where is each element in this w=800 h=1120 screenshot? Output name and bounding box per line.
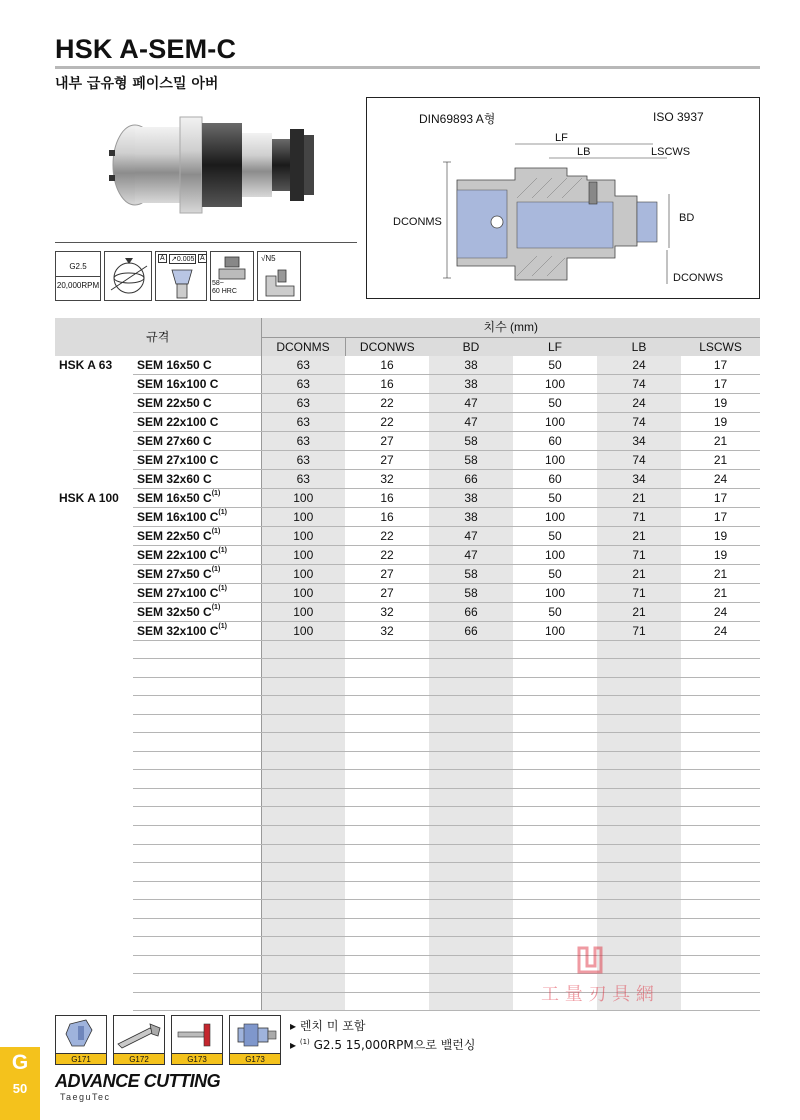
cell-lscws: 21 <box>681 450 760 469</box>
cell-lb: 21 <box>597 602 681 621</box>
title-divider <box>55 66 760 69</box>
empty-row <box>55 677 760 696</box>
row-model: SEM 22x100 C <box>133 412 261 431</box>
cell-dconms: 63 <box>261 412 345 431</box>
row-model: SEM 22x50 C <box>133 393 261 412</box>
empty-row <box>55 863 760 882</box>
cell-lb: 71 <box>597 507 681 526</box>
row-model: SEM 27x50 $C^{(1)}$ <box>133 564 261 583</box>
row-model: SEM 16x100 C <box>133 374 261 393</box>
table-row <box>55 450 760 469</box>
cell-dconws: 16 <box>345 356 429 375</box>
cell-dconws: 32 <box>345 602 429 621</box>
cell-lf: 60 <box>513 431 597 450</box>
row-group <box>55 374 133 393</box>
cell-lscws: 19 <box>681 393 760 412</box>
row-model: SEM 27x60 C <box>133 431 261 450</box>
cell-lscws: 19 <box>681 526 760 545</box>
empty-row <box>55 900 760 919</box>
accessories-row <box>55 1015 281 1065</box>
notes <box>290 1018 475 1053</box>
cell-dconms: 100 <box>261 564 345 583</box>
row-group <box>55 545 133 564</box>
row-model: SEM 27x100 $C^{(1)}$ <box>133 583 261 602</box>
section-tab <box>0 1047 40 1120</box>
col-lscws: LSCWS <box>681 337 760 356</box>
cell-lf: 50 <box>513 564 597 583</box>
cell-bd: 66 <box>429 469 513 488</box>
empty-row <box>55 733 760 752</box>
t-wrench-icon[interactable]: G173 <box>171 1015 223 1065</box>
empty-row <box>55 881 760 900</box>
cell-dconms: 100 <box>261 526 345 545</box>
cell-dconms: 63 <box>261 356 345 375</box>
row-group <box>55 450 133 469</box>
row-model: SEM 27x100 C <box>133 450 261 469</box>
cell-lb: 34 <box>597 469 681 488</box>
cell-dconws: 32 <box>345 469 429 488</box>
cell-lscws: 24 <box>681 469 760 488</box>
note-balance: ▸ $^{(1)}$ G2.5 15,000RPM으로 밸런싱 <box>290 1038 476 1052</box>
clamp-icon[interactable]: G171 <box>55 1015 107 1065</box>
row-group <box>55 469 133 488</box>
row-model: SEM 16x100 $C^{(1)}$ <box>133 507 261 526</box>
watermark-logo <box>535 940 685 1020</box>
photo-divider <box>55 242 357 243</box>
section-letter: G <box>11 1051 29 1074</box>
cell-lb: 74 <box>597 450 681 469</box>
cell-bd: 58 <box>429 450 513 469</box>
cell-lf: 50 <box>513 488 597 507</box>
cell-lf: 100 <box>513 583 597 602</box>
row-group <box>55 526 133 545</box>
row-group <box>55 507 133 526</box>
product-photo <box>95 105 325 225</box>
empty-row <box>55 788 760 807</box>
max-rpm: 20,000RPM <box>56 281 100 290</box>
header-dims: 치수 (mm) <box>261 318 760 337</box>
cell-lf: 50 <box>513 393 597 412</box>
cell-dconms: 100 <box>261 602 345 621</box>
table-row <box>55 621 760 640</box>
cell-lf: 100 <box>513 507 597 526</box>
cell-lscws: 24 <box>681 621 760 640</box>
dim-dconws: DCONWS <box>673 272 724 284</box>
balance-icon <box>104 251 152 301</box>
row-group <box>55 412 133 431</box>
cell-dconws: 27 <box>345 583 429 602</box>
page-subtitle: 내부 급유형 페이스밀 아버 <box>55 76 219 92</box>
cell-lf: 100 <box>513 450 597 469</box>
cell-dconws: 22 <box>345 545 429 564</box>
cell-lscws: 21 <box>681 431 760 450</box>
cell-bd: 66 <box>429 621 513 640</box>
cell-dconws: 27 <box>345 564 429 583</box>
surface-finish-icon: √N5 <box>257 251 301 301</box>
runout-icon: A ↗0.005 A <box>155 251 207 301</box>
cell-bd: 47 <box>429 545 513 564</box>
empty-row <box>55 659 760 678</box>
cell-dconms: 100 <box>261 507 345 526</box>
cell-dconms: 100 <box>261 583 345 602</box>
cell-bd: 58 <box>429 431 513 450</box>
cell-lf: 100 <box>513 412 597 431</box>
cell-bd: 58 <box>429 564 513 583</box>
cell-lscws: 17 <box>681 374 760 393</box>
cell-bd: 47 <box>429 412 513 431</box>
cell-dconws: 16 <box>345 507 429 526</box>
dimension-table <box>55 318 760 1011</box>
row-model: SEM 16x50 $C^{(1)}$ <box>133 488 261 507</box>
page-title: HSK A-SEM-C <box>55 34 237 64</box>
col-bd: BD <box>429 337 513 356</box>
col-dconws: DCONWS <box>345 337 429 356</box>
dim-dconms: DCONMS <box>393 216 442 228</box>
cell-lscws: 19 <box>681 412 760 431</box>
empty-row <box>55 918 760 937</box>
row-model: SEM 32x50 $C^{(1)}$ <box>133 602 261 621</box>
row-model: SEM 22x100 $C^{(1)}$ <box>133 545 261 564</box>
cell-dconws: 27 <box>345 431 429 450</box>
empty-row <box>55 807 760 826</box>
header-spec: 규격 <box>55 318 261 356</box>
col-dconms: DCONMS <box>261 337 345 356</box>
cell-lb: 74 <box>597 412 681 431</box>
cell-dconws: 16 <box>345 488 429 507</box>
row-model: SEM 16x50 C <box>133 356 261 375</box>
table-row <box>55 545 760 564</box>
table-row <box>55 431 760 450</box>
cell-lscws: 21 <box>681 564 760 583</box>
cell-lf: 60 <box>513 469 597 488</box>
cell-lscws: 21 <box>681 583 760 602</box>
cell-lb: 21 <box>597 564 681 583</box>
row-group: HSK A 63 <box>59 357 113 372</box>
technical-drawing <box>366 97 760 299</box>
row-group <box>55 431 133 450</box>
cell-bd: 38 <box>429 507 513 526</box>
cell-bd: 47 <box>429 393 513 412</box>
table-row <box>55 488 760 507</box>
table-row <box>55 564 760 583</box>
note-wrench: ▸ 렌치 미 포함 <box>290 1019 366 1033</box>
cell-lf: 100 <box>513 545 597 564</box>
balance-grade: G2.5 <box>69 262 87 271</box>
cell-bd: 58 <box>429 583 513 602</box>
row-group <box>55 393 133 412</box>
drawing-standard: DIN69893 A형 <box>419 112 496 126</box>
table-row <box>55 507 760 526</box>
empty-row <box>55 844 760 863</box>
dim-lf: LF <box>555 132 568 144</box>
row-group <box>55 564 133 583</box>
row-group <box>55 621 133 640</box>
cell-bd: 38 <box>429 488 513 507</box>
cell-bd: 47 <box>429 526 513 545</box>
table-row <box>55 526 760 545</box>
brand-sub: TaeguTec <box>60 1092 111 1102</box>
cell-dconws: 16 <box>345 374 429 393</box>
cell-lscws: 19 <box>681 545 760 564</box>
spec-icons-row <box>55 251 301 301</box>
cell-lscws: 17 <box>681 507 760 526</box>
table-row <box>55 602 760 621</box>
balance-spec-box <box>55 251 101 301</box>
table-row <box>55 412 760 431</box>
row-model: SEM 32x60 C <box>133 469 261 488</box>
cell-lf: 100 <box>513 621 597 640</box>
dim-lb: LB <box>577 146 591 158</box>
cell-dconms: 100 <box>261 488 345 507</box>
cell-lb: 21 <box>597 526 681 545</box>
cell-dconws: 22 <box>345 393 429 412</box>
screw-icon[interactable]: G173 <box>229 1015 281 1065</box>
cell-dconws: 22 <box>345 526 429 545</box>
dim-lscws: LSCWS <box>651 146 691 158</box>
row-group <box>55 602 133 621</box>
hardness-icon: 58~ 60 HRC <box>210 251 254 301</box>
cell-bd: 38 <box>429 374 513 393</box>
row-group: HSK A 100 <box>59 490 119 505</box>
empty-row <box>55 826 760 845</box>
svg-text:工 量 刃 具 網: 工 量 刃 具 網 <box>541 984 654 1005</box>
cell-lb: 71 <box>597 583 681 602</box>
cell-lb: 21 <box>597 488 681 507</box>
cell-dconms: 100 <box>261 545 345 564</box>
cell-lscws: 17 <box>681 488 760 507</box>
row-model: SEM 22x50 $C^{(1)}$ <box>133 526 261 545</box>
cell-lb: 71 <box>597 621 681 640</box>
table-row <box>55 356 760 375</box>
cell-dconms: 63 <box>261 393 345 412</box>
empty-row <box>55 640 760 659</box>
row-group <box>55 583 133 602</box>
cell-dconms: 63 <box>261 450 345 469</box>
cell-bd: 38 <box>429 356 513 375</box>
cell-dconms: 100 <box>261 621 345 640</box>
cell-lf: 50 <box>513 356 597 375</box>
cell-lb: 24 <box>597 393 681 412</box>
cell-lscws: 17 <box>681 356 760 375</box>
drawing-lines <box>367 98 761 300</box>
table-row <box>55 469 760 488</box>
drawing-iso: ISO 3937 <box>653 110 704 124</box>
page-number: 50 <box>12 1081 28 1096</box>
row-model: SEM 32x100 $C^{(1)}$ <box>133 621 261 640</box>
table-row <box>55 583 760 602</box>
cell-lf: 50 <box>513 602 597 621</box>
cell-lb: 24 <box>597 356 681 375</box>
wrench-icon[interactable]: G172 <box>113 1015 165 1065</box>
col-lb: LB <box>597 337 681 356</box>
empty-row <box>55 751 760 770</box>
dim-bd: BD <box>679 212 695 224</box>
cell-lf: 50 <box>513 526 597 545</box>
cell-dconms: 63 <box>261 374 345 393</box>
cell-dconws: 32 <box>345 621 429 640</box>
empty-row <box>55 696 760 715</box>
cell-dconms: 63 <box>261 431 345 450</box>
cell-lb: 74 <box>597 374 681 393</box>
empty-row <box>55 770 760 789</box>
cell-dconms: 63 <box>261 469 345 488</box>
cell-bd: 66 <box>429 602 513 621</box>
col-lf: LF <box>513 337 597 356</box>
cell-lb: 71 <box>597 545 681 564</box>
cell-lf: 100 <box>513 374 597 393</box>
cell-dconws: 27 <box>345 450 429 469</box>
brand-logo: ADVANCE CUTTING <box>55 1071 221 1091</box>
table-row <box>55 374 760 393</box>
cell-dconws: 22 <box>345 412 429 431</box>
cell-lscws: 24 <box>681 602 760 621</box>
table-row <box>55 393 760 412</box>
cell-lb: 34 <box>597 431 681 450</box>
empty-row <box>55 714 760 733</box>
